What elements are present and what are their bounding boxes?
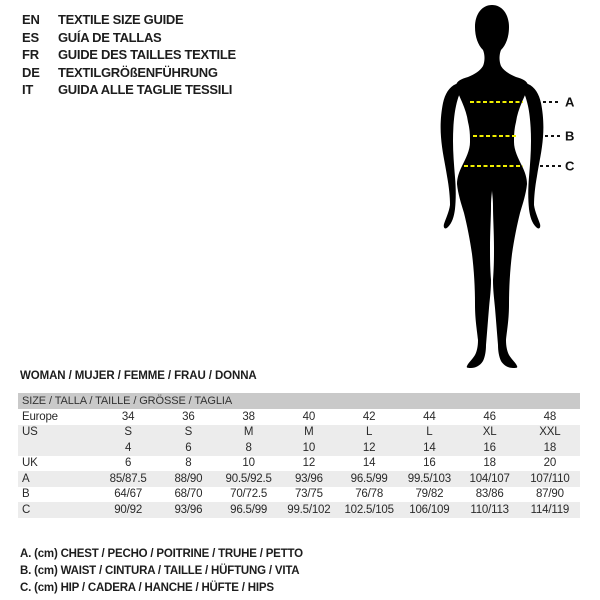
- table-row: [18, 471, 580, 487]
- table-cell: 10: [302, 441, 316, 454]
- table-row-label: Europe: [22, 410, 58, 423]
- table-cell: 16: [483, 441, 496, 454]
- table-cell: 110/113: [470, 503, 509, 516]
- table-cell: 96.5/99: [230, 503, 268, 516]
- language-row: [22, 46, 236, 64]
- table-cell: 6: [185, 441, 192, 454]
- table-cell: 87/90: [535, 488, 564, 501]
- table-cell: 16: [423, 457, 436, 470]
- table-cell: 93/96: [294, 472, 323, 485]
- section-title: WOMAN / MUJER / FEMME / FRAU / DONNA: [20, 370, 257, 382]
- table-cell: 85/87.5: [109, 472, 147, 485]
- table-cell: XL: [482, 426, 497, 439]
- language-code: ES: [22, 29, 39, 45]
- table-cell: 114/119: [530, 503, 570, 516]
- language-code: DE: [22, 64, 40, 80]
- legend-line: A. (cm) CHEST / PECHO / POITRINE / TRUHE / PETTO: [20, 547, 303, 560]
- language-code: EN: [22, 12, 40, 28]
- legend-line: B. (cm) WAIST / CINTURA / TAILLE / HÜFTUNG / VITA: [20, 565, 300, 578]
- table-row-label: A: [22, 472, 30, 485]
- size-table-body: [18, 409, 580, 518]
- table-cell: 38: [242, 410, 255, 423]
- table-cell: 107/110: [530, 472, 570, 485]
- table-cell: 8: [245, 441, 252, 454]
- language-label: GUIDA ALLE TAGLIE TESSILI: [58, 82, 233, 98]
- table-cell: 79/82: [415, 488, 444, 501]
- language-label: GUIDE DES TAILLES TEXTILE: [58, 47, 236, 63]
- table-cell: 93/96: [174, 503, 203, 516]
- silhouette-arm: [441, 84, 463, 229]
- table-row-label: C: [22, 503, 31, 516]
- table-cell: 99.5/103: [407, 472, 451, 485]
- table-cell: 106/109: [409, 503, 450, 516]
- table-cell: 20: [543, 457, 557, 470]
- silhouette-body-half: [456, 5, 492, 368]
- table-row: [18, 456, 580, 472]
- table-row: [18, 409, 580, 425]
- measure-label-b: B: [565, 128, 575, 144]
- table-cell: M: [243, 426, 254, 439]
- table-cell: 48: [543, 410, 557, 423]
- woman-silhouette-figure: [420, 0, 600, 380]
- table-row: [18, 425, 580, 441]
- table-cell: S: [124, 426, 132, 439]
- table-cell: 14: [362, 457, 376, 470]
- table-cell: L: [426, 426, 433, 439]
- table-cell: 44: [423, 410, 436, 423]
- table-cell: 46: [483, 410, 496, 423]
- table-cell: 36: [182, 410, 195, 423]
- table-cell: 14: [423, 441, 436, 454]
- table-row: [18, 440, 580, 456]
- table-cell: 34: [121, 410, 135, 423]
- table-cell: 64/67: [114, 488, 143, 501]
- language-row: [22, 11, 236, 29]
- table-cell: M: [304, 426, 314, 439]
- table-cell: 40: [302, 410, 316, 423]
- language-label: GUÍA DE TALLAS: [58, 29, 162, 45]
- language-row: [22, 29, 236, 47]
- language-label: TEXTILGRÖßENFÜHRUNG: [58, 64, 218, 80]
- table-row-label: B: [22, 488, 30, 501]
- language-title-list: [22, 11, 236, 99]
- table-row: [18, 502, 580, 518]
- size-table: [18, 393, 580, 518]
- table-cell: 90/92: [114, 503, 143, 516]
- table-cell: 42: [362, 410, 376, 423]
- table-cell: 70/72.5: [230, 488, 268, 501]
- table-cell: 104/107: [469, 472, 510, 485]
- language-code: FR: [22, 47, 39, 63]
- measure-label-a: A: [565, 94, 575, 110]
- language-row: [22, 64, 236, 82]
- table-cell: 88/90: [174, 472, 203, 485]
- measure-label-c: C: [565, 158, 575, 174]
- table-cell: 6: [125, 457, 132, 470]
- table-row: [18, 487, 580, 503]
- language-row: [22, 81, 236, 99]
- legend-line: C. (cm) HIP / CADERA / HANCHE / HÜFTE / HIPS: [20, 582, 274, 595]
- table-cell: 83/86: [475, 488, 504, 501]
- language-code: IT: [22, 82, 34, 98]
- table-cell: 4: [125, 441, 132, 454]
- table-cell: 96.5/99: [350, 472, 388, 485]
- table-cell: 18: [543, 441, 557, 454]
- table-cell: L: [366, 426, 373, 439]
- table-cell: 102.5/105: [344, 503, 394, 516]
- table-cell: 76/78: [355, 488, 384, 501]
- table-cell: 18: [483, 457, 496, 470]
- size-table-header: SIZE / TALLA / TAILLE / GRÖSSE / TAGLIA: [18, 393, 580, 409]
- table-row-label: US: [22, 426, 38, 439]
- table-cell: 12: [302, 457, 316, 470]
- table-cell: 8: [185, 457, 192, 470]
- table-cell: XXL: [539, 426, 561, 439]
- table-cell: 68/70: [174, 488, 203, 501]
- table-cell: 99.5/102: [287, 503, 331, 516]
- measure-legend: [20, 545, 303, 597]
- table-cell: 12: [362, 441, 376, 454]
- table-cell: S: [184, 426, 193, 439]
- table-cell: 10: [242, 457, 255, 470]
- language-label: TEXTILE SIZE GUIDE: [58, 12, 184, 28]
- table-cell: 90.5/92.5: [225, 472, 272, 485]
- table-cell: 73/75: [294, 488, 323, 501]
- table-row-label: UK: [22, 457, 38, 470]
